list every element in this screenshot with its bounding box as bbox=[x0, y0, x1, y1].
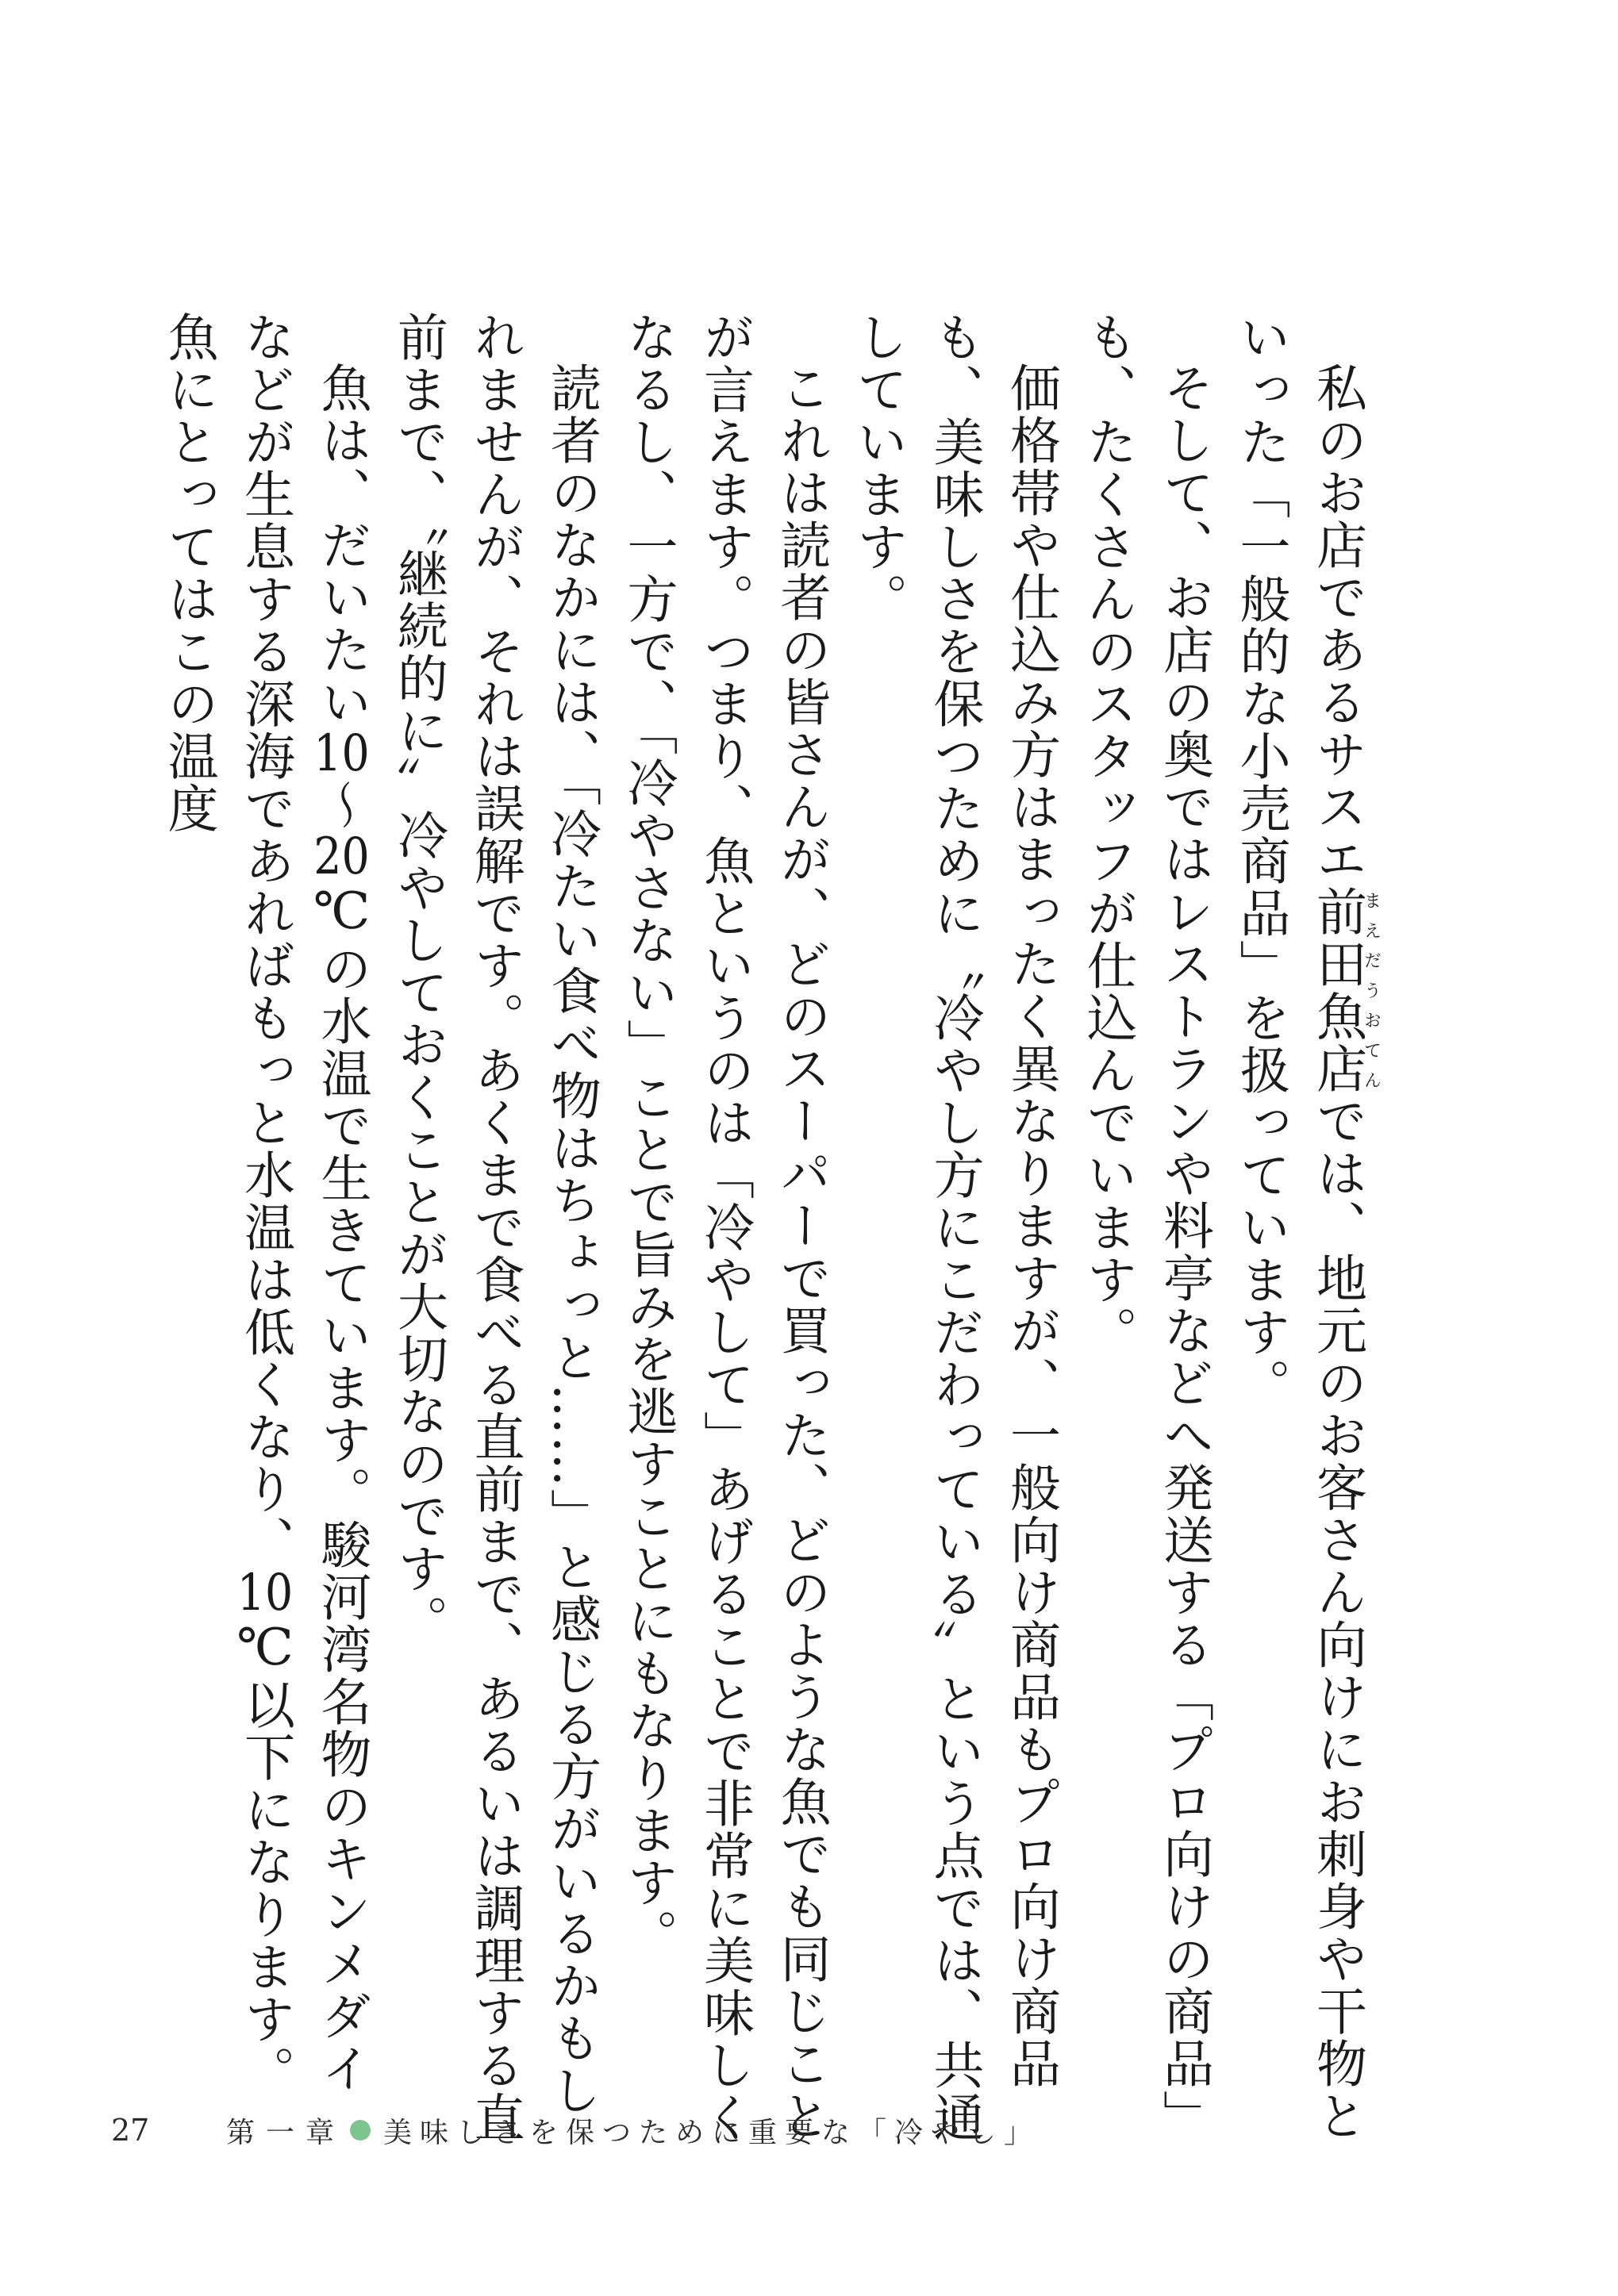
body-text bbox=[159, 311, 1382, 2144]
temperature-high: 20 bbox=[313, 831, 370, 882]
paragraph-6-part-1: 魚は、だいたい bbox=[312, 362, 371, 728]
paragraph-1-start: 私のお店であるサスエ bbox=[1308, 362, 1366, 885]
paragraph-1 bbox=[1222, 311, 1380, 2144]
paragraph-3: 価格帯や仕込み方はまったく異なりますが、一般向け商品もプロ向け商品も、美味しさを保つために〝冷やし方にこだわっている〟という点では、共通しています。 bbox=[848, 311, 1060, 2144]
paragraph-1-end: では、地元のお客さん向けにお刺身や干物といった「一般的な小売商品」を扱っています。 bbox=[1231, 311, 1366, 2142]
paragraph-6-part-4: ℃以下になります。魚にとってはこの温度 bbox=[159, 311, 294, 2098]
paragraph-2: そして、お店の奥ではレストランや料亭などへ発送する「プロ向けの商品」も、たくさんのスタッフが仕込んでいます。 bbox=[1078, 311, 1213, 2142]
page-footer bbox=[111, 2106, 1040, 2154]
paragraph-5: 読者のなかには、「冷たい食べ物はちょっと……」と感じる方がいるかもしれませんが、それは誤解です。あくまで食べる直前まで、あるいは調理する直前まで、〝継続的に〟冷やしておくことが大切なのです。 bbox=[389, 311, 601, 2144]
paragraph-6-part-2: ～ bbox=[312, 779, 371, 831]
paragraph-4: これは読者の皆さんが、どのスーパーで買った、どのような魚でも同じことが言えます。つまり、魚というのは「冷やして」あげることで非常に美味しくなるし、一方で、「冷やさない」ことで旨みを逃すことにもなります。 bbox=[618, 311, 831, 2144]
page-number: 27 bbox=[111, 2113, 150, 2148]
temperature-threshold: 10 bbox=[236, 1568, 294, 1618]
chapter-bullet-icon bbox=[350, 2120, 371, 2141]
temperature-low: 10 bbox=[313, 728, 370, 779]
store-name: 前田魚店 bbox=[1308, 885, 1366, 1095]
store-name-reading: まえだうおてん bbox=[1361, 885, 1382, 1095]
store-name-ruby bbox=[1308, 885, 1382, 1095]
paragraph-6-part-3: ℃の水温で生きています。駿河湾名物のキンメダイなどが生息する深海であればもっと水温は低くなり、 bbox=[236, 311, 371, 2094]
paragraph-6 bbox=[150, 311, 380, 2144]
chapter-label: 第一章 bbox=[226, 2116, 346, 2149]
chapter-title: 美味しさを保つために重要な「冷やし」 bbox=[383, 2116, 1041, 2149]
